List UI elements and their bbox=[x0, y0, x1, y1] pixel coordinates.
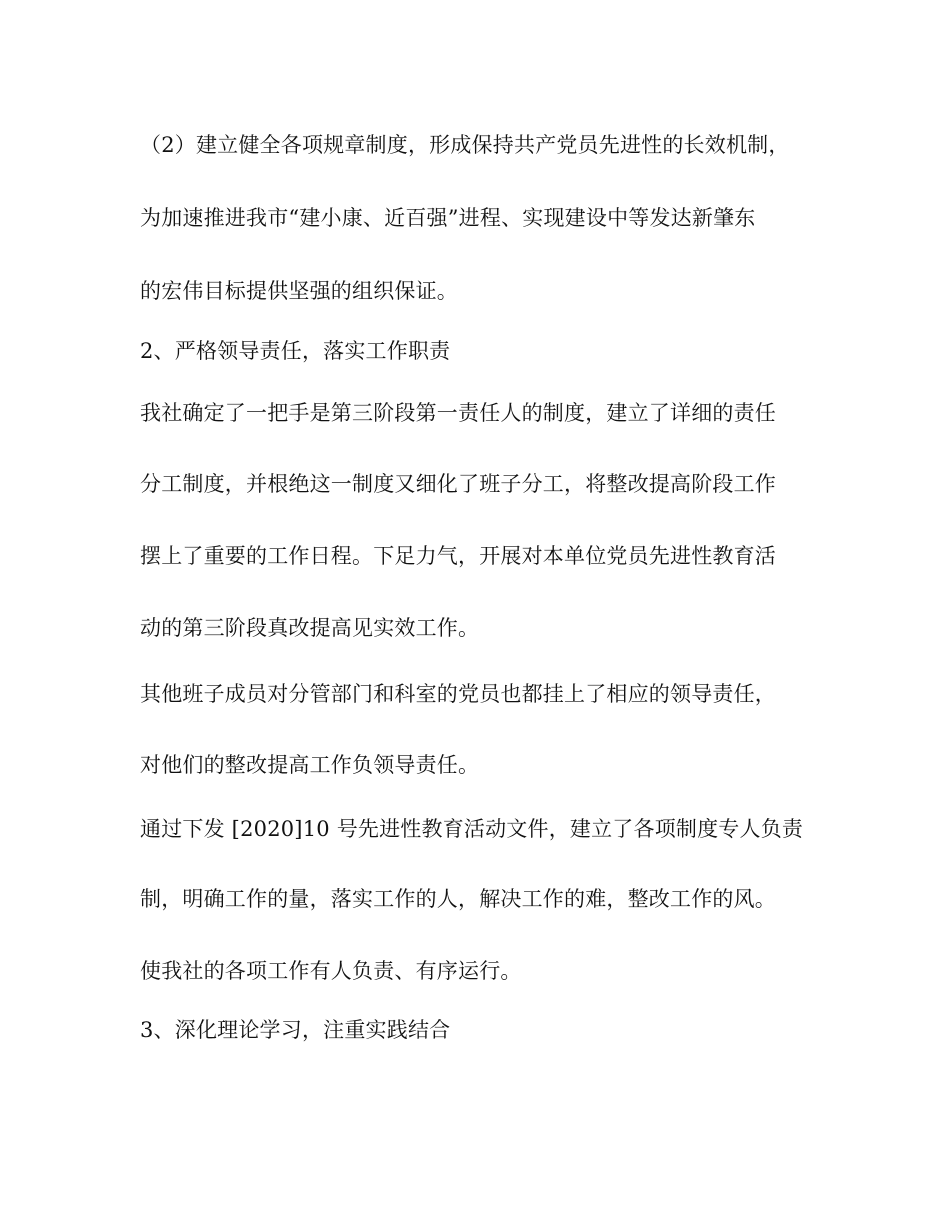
paragraph-line: 使我社的各项工作有人负责、有序运行。 bbox=[140, 959, 522, 983]
paragraph-line: 其他班子成员对分管部门和科室的党员也都挂上了相应的领导责任， bbox=[140, 682, 776, 706]
paragraph-line: 为加速推进我市“建小康、近百强”进程、实现建设中等发达新肇东 bbox=[140, 206, 756, 230]
paragraph-line: （2）建立健全各项规章制度，形成保持共产党员先进性的长效机制， bbox=[140, 133, 790, 157]
paragraph-line: 动的第三阶段真改提高见实效工作。 bbox=[140, 616, 480, 640]
paragraph-line: 制，明确工作的量，落实工作的人，解决工作的难，整改工作的风。 bbox=[140, 887, 776, 911]
section-heading: 2、严格领导责任，落实工作职责 bbox=[140, 339, 451, 363]
paragraph-line: 分工制度，并根绝这一制度又细化了班子分工，将整改提高阶段工作 bbox=[140, 472, 776, 496]
paragraph-line: 摆上了重要的工作日程。下足力气，开展对本单位党员先进性教育活 bbox=[140, 544, 776, 568]
section-heading: 3、深化理论学习，注重实践结合 bbox=[140, 1018, 451, 1042]
paragraph-line: 的宏伟目标提供坚强的组织保证。 bbox=[140, 279, 458, 303]
paragraph-line: 对他们的整改提高工作负领导责任。 bbox=[140, 753, 480, 777]
paragraph-line: 我社确定了一把手是第三阶段第一责任人的制度，建立了详细的责任 bbox=[140, 401, 776, 425]
paragraph-line: 通过下发 [2020]10 号先进性教育活动文件，建立了各项制度专人负责 bbox=[140, 817, 804, 841]
